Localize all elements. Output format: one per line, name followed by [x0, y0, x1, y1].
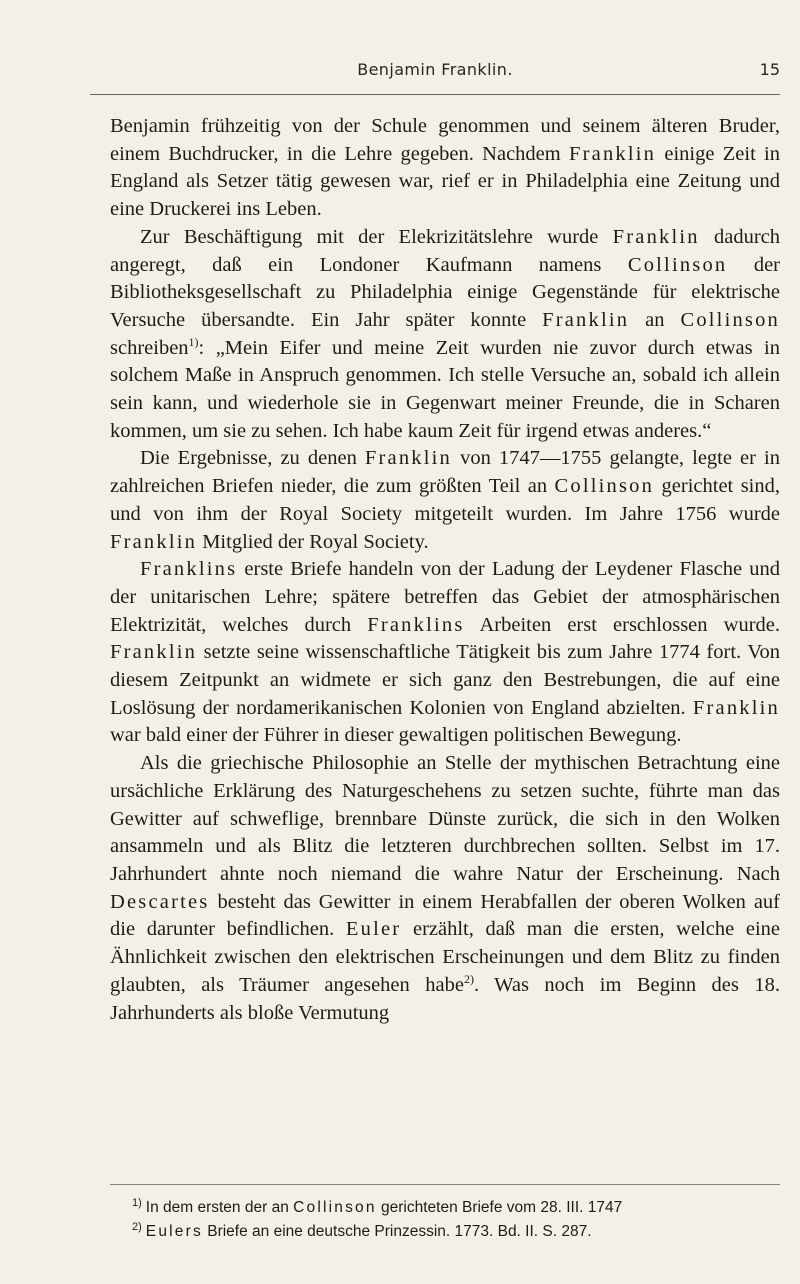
text-run: erste Briefe handeln von der Ladung der Leydener Flasche und der unitarischen Lehre; spätere betreffen das Gebiet der atmosphärischen Elektrizität, welches durch: [110, 558, 780, 636]
text-run: : „Mein Eifer und meine Zeit wurden nie zuvor durch etwas in solchem Maße in Anspruch genommen. Ich stelle Versuche an, sobald ich allein sein kann, und wiederhole sie in Gegenwart meiner Freunde, die in Scharen kommen, um sie zu sehen. Ich habe kaum Zeit für irgend etwas anderes.“: [110, 336, 780, 442]
spaced-name: Franklin: [110, 530, 198, 553]
spaced-name: Collinson: [554, 475, 655, 498]
text-run: gerichtet sind, und von ihm der Royal Society mitgeteilt wurden. Im Jahre 1756 wurde: [110, 475, 780, 525]
text-run: Als die griechische Philosophie an Stelle der mythischen Betrachtung eine ursächliche Erklärung des Naturgeschehens zu setzen suchte, führte man das Gewitter auf schweflige, brennbare Dünste zurück, die sich in den Wolken ansammeln und als Blitz die letzteren durchbrechen sollten. Selbst im 17. Jahrhundert ahnte noch niemand die wahre Natur der Erscheinung. Nach: [110, 752, 780, 885]
spaced-name: Franklin: [569, 142, 657, 165]
text-run: Mitglied der Royal Society.: [197, 530, 429, 553]
text-run: Die Ergebnisse, zu denen: [140, 447, 365, 470]
spaced-name: Franklins: [367, 613, 465, 636]
footnote-mark: 1): [132, 1197, 142, 1209]
footnote: [132, 1220, 782, 1244]
spaced-name: Franklin: [542, 308, 630, 331]
spaced-name: Collinson: [680, 308, 780, 331]
text-run: In dem ersten der an: [145, 1199, 294, 1216]
text-run: war bald einer der Führer in dieser gewaltigen politischen Bewegung.: [110, 724, 682, 747]
footnote-mark: 2): [132, 1221, 142, 1233]
body-text: [110, 113, 780, 1027]
footnotes: [132, 1196, 782, 1244]
text-run: besteht das Gewitter in einem Herabfallen der oberen Wolken auf die darunter befindlichen.: [110, 890, 780, 941]
paragraph: [110, 113, 780, 224]
paragraph: [110, 224, 780, 446]
text-run: gerichteten Briefe vom 28. III. 1747: [376, 1199, 623, 1216]
footnote-rule: [110, 1184, 780, 1185]
page-number: 15: [759, 60, 780, 79]
text-run: erzählt, daß man die ersten, welche eine Ähnlichkeit zwischen den elektrischen Erscheinungen und dem Blitz zu finden glaubten, als Träumer angesehen habe: [110, 918, 780, 996]
footnote-reference: 1): [188, 334, 199, 349]
text-run: setzte seine wissenschaftliche Tätigkeit bis zum Jahre 1774 fort. Von diesem Zeitpunkt an widmete er sich ganz den Bestrebungen, die auf eine Loslösung der nordamerikanischen Kolonien von England abzielten.: [110, 641, 780, 719]
text-run: von 1747—1755 gelangte, legte er in zahlreichen Briefen nieder, die zum größten Teil an: [110, 447, 780, 498]
text-run: der Bibliotheksgesellschaft zu Philadelphia einige Gegenstände für elektrische Versuche übersandte. Ein Jahr später konnte: [110, 253, 780, 331]
spaced-name: Euler: [345, 918, 402, 941]
paragraph: [110, 445, 780, 556]
paragraph: [110, 750, 780, 1027]
text-run: Zur Beschäftigung mit der Elekrizitätslehre wurde: [140, 225, 613, 248]
text-run: Briefe an eine deutsche Prinzessin. 1773. Bd. II. S. 287.: [202, 1223, 592, 1240]
spaced-name: Franklin: [364, 447, 452, 470]
text-run: Benjamin frühzeitig von der Schule genommen und seinem älteren Bruder, einem Buchdrucker, in die Lehre gegeben. Nachdem: [110, 115, 780, 165]
header-rule: [90, 94, 780, 95]
running-head: [90, 60, 780, 86]
spaced-name: Franklin: [692, 696, 780, 719]
text-run: . Was noch im Beginn des 18. Jahrhunderts als bloße Vermutung: [110, 973, 780, 1024]
spaced-name: Collinson: [293, 1199, 377, 1216]
text-run: Arbeiten erst erschlossen wurde.: [464, 613, 781, 636]
footnote-reference: 2): [463, 971, 474, 986]
text-run: an: [629, 308, 681, 331]
spaced-name: Franklins: [140, 558, 238, 581]
footnote: [132, 1196, 782, 1220]
spaced-name: Franklin: [612, 225, 700, 248]
text-run: schreiben: [110, 336, 189, 359]
spaced-name: Franklin: [110, 641, 198, 664]
spaced-name: Collinson: [627, 253, 728, 276]
spaced-name: Descartes: [110, 890, 210, 913]
paragraph: [110, 556, 780, 750]
spaced-name: Eulers: [145, 1223, 203, 1240]
text-run: einige Zeit in England als Setzer tätig gewesen war, rief er in Philadelphia eine Zeitung und eine Druckerei ins Leben.: [110, 142, 780, 221]
text-run: dadurch angeregt, daß ein Londoner Kaufmann namens: [110, 225, 781, 276]
running-title: Benjamin Franklin.: [357, 60, 513, 79]
